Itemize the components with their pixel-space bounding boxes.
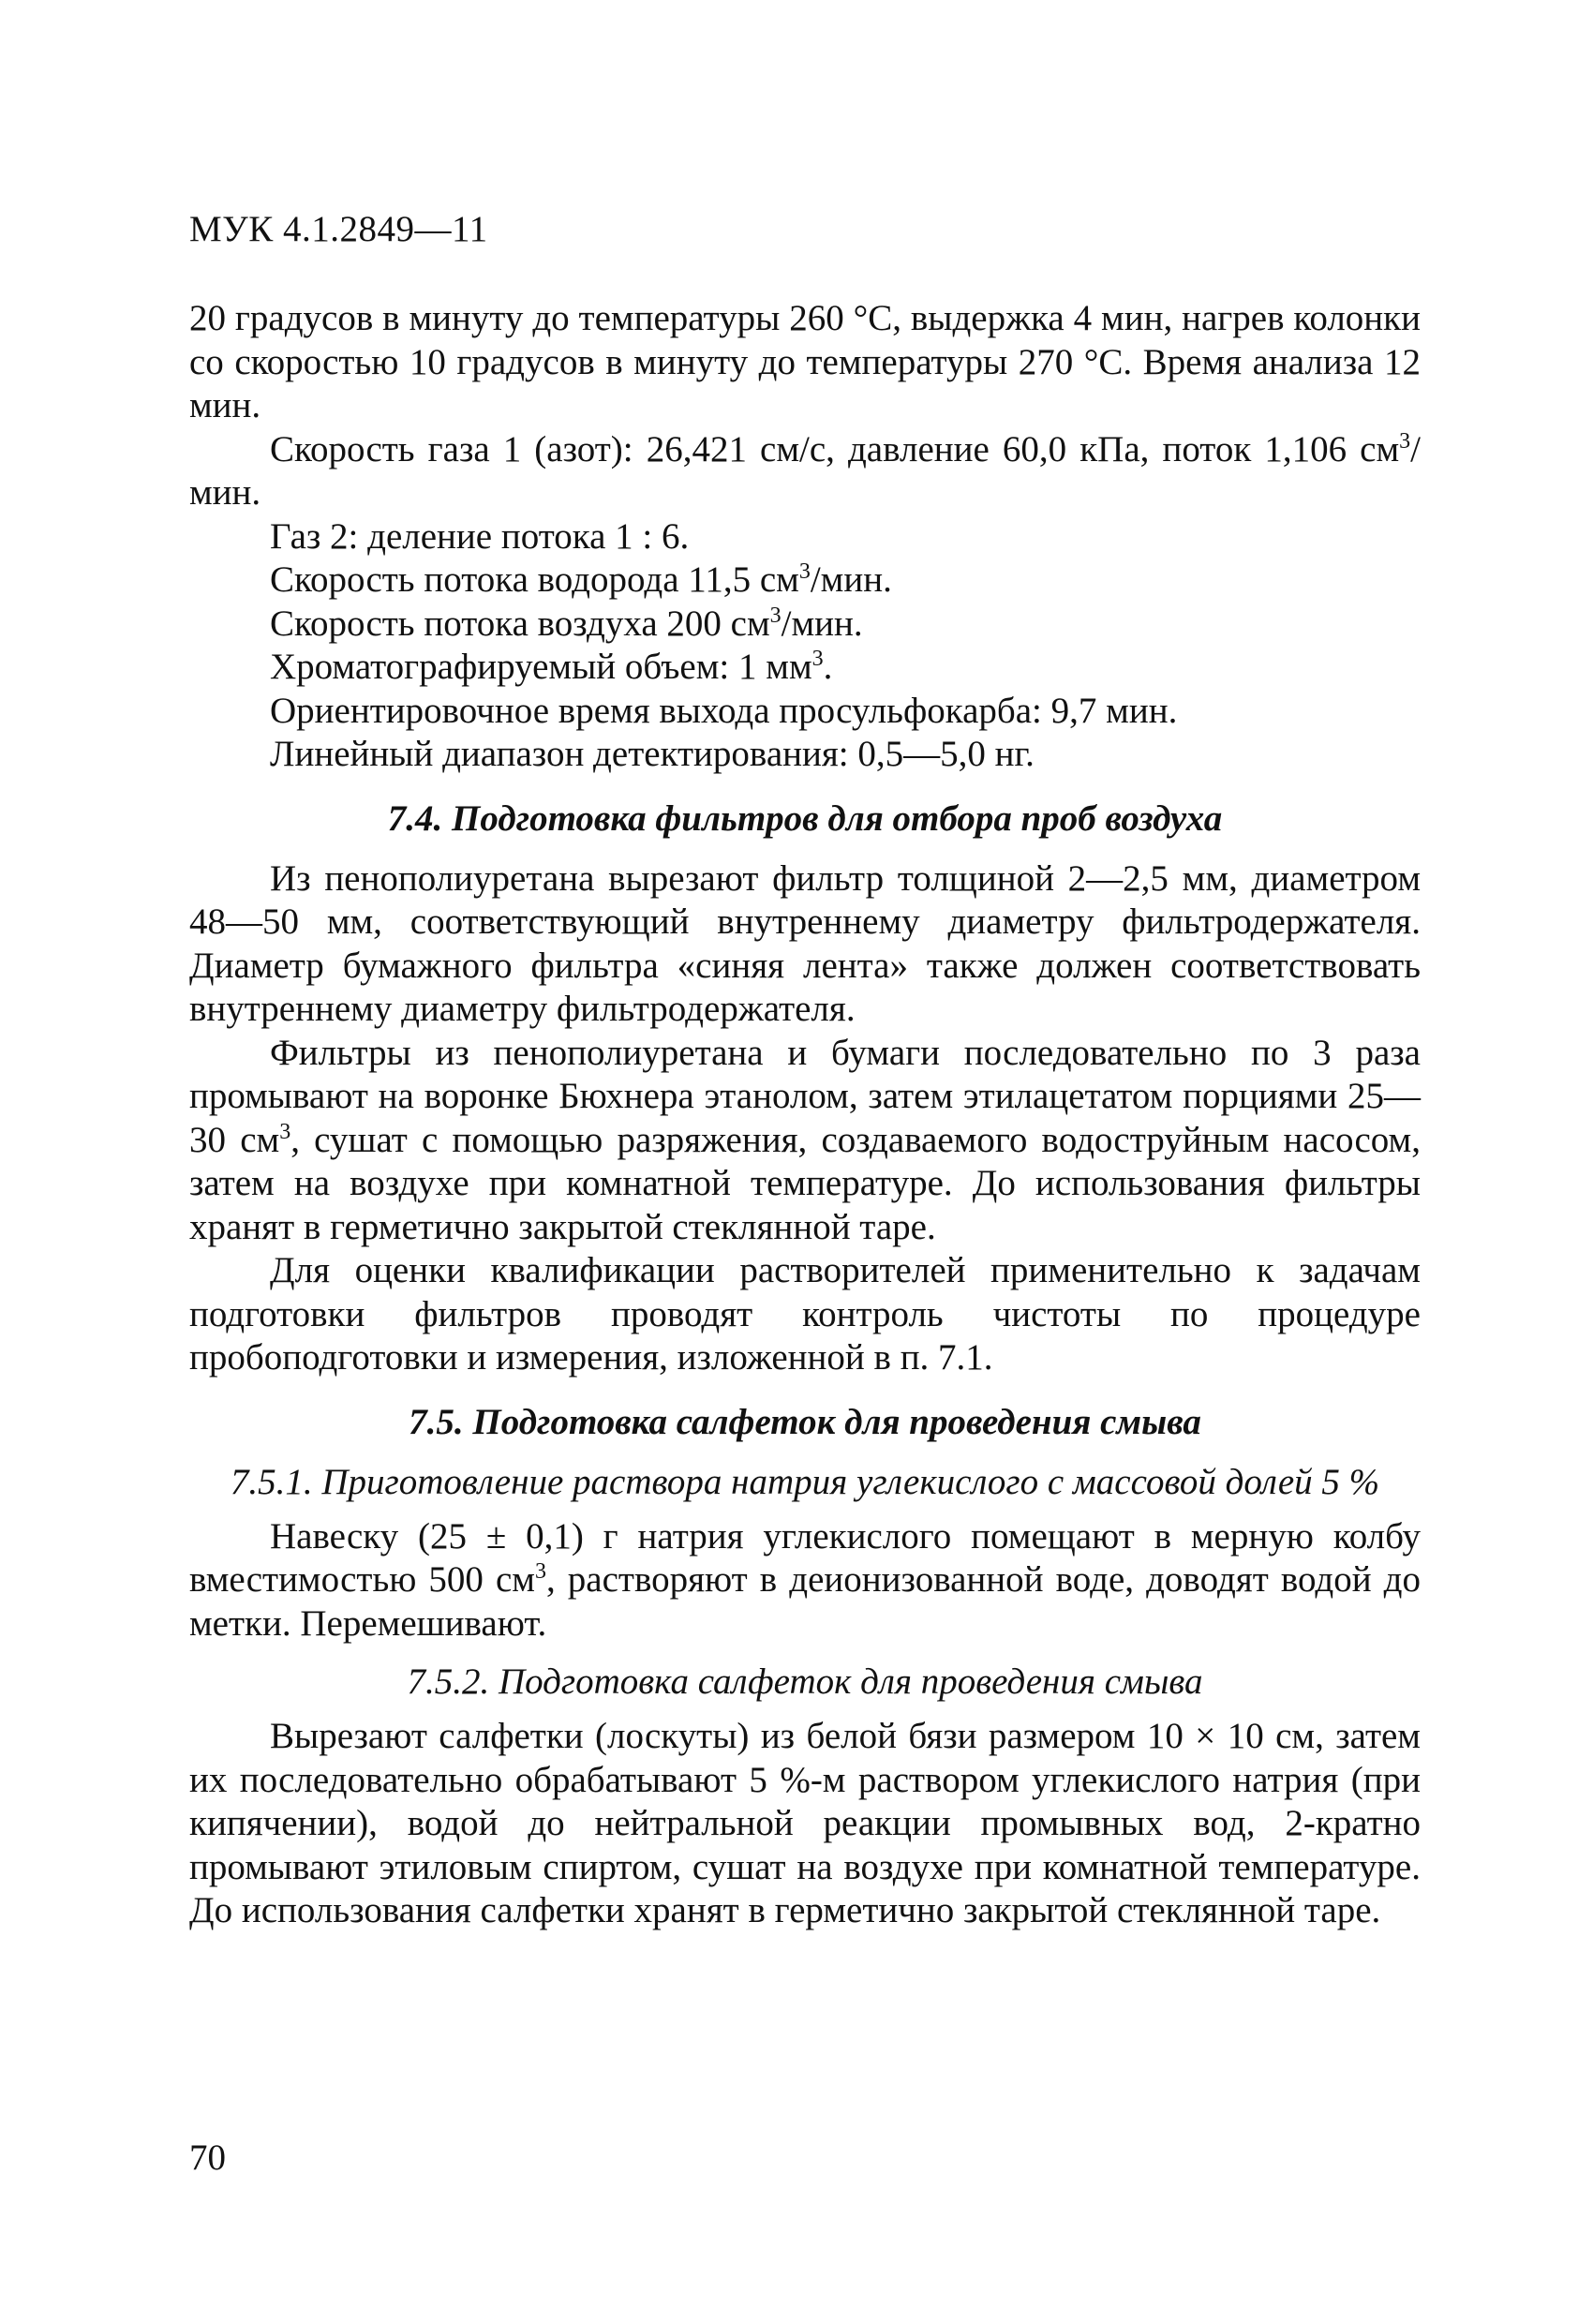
subsection-7-5-1-heading: 7.5.1. Приготовление раствора натрия углекислого с массовой долей 5 %	[230, 1461, 1380, 1502]
subsection-7-5-1-paragraph	[189, 1515, 1421, 1646]
gas1-text: Скорость газа 1 (азот): 26,421 см/с, давление 60,0 кПа, поток 1,106 см	[270, 428, 1400, 469]
hydrogen-text: Скорость потока водорода 11,5 см	[270, 559, 799, 600]
document-code: МУК 4.1.2849—11	[189, 209, 488, 249]
superscript: 3	[811, 647, 824, 671]
param-hydrogen	[270, 559, 1421, 603]
param-volume	[270, 646, 1421, 690]
air-tail: /мин.	[781, 603, 863, 644]
sub1-end: , растворяют в деионизованной воде, доводят водой до метки. Перемешивают.	[189, 1559, 1421, 1644]
superscript: 3	[279, 1119, 291, 1144]
subsection-7-5-2-heading: 7.5.2. Подготовка салфеток для проведения смыва	[407, 1661, 1203, 1702]
subsection-7-5-2-paragraph: Вырезают салфетки (лоскуты) из белой бязи размером 10 × 10 см, затем их последовательно обрабатывают 5 %-м раствором углекислого натрия (при кипячении), водой до нейтральной реакции промывных вод, 2-кратно промывают этиловым спиртом, сушат на воздухе при комнатной температуре. До использования салфетки хранят в герметично закрытой стеклянной таре.	[189, 1716, 1421, 1930]
air-text: Скорость потока воздуха 200 см	[270, 603, 770, 644]
section-7-4-paragraph-2	[189, 1032, 1421, 1250]
section-7-5-heading: 7.5. Подготовка салфеток для проведения смыва	[409, 1401, 1201, 1442]
sub1-start: Навеску (25 ± 0,1) г натрия углекислого помещают в мерную колбу вместимостью 500 см	[189, 1515, 1421, 1600]
superscript: 3	[534, 1559, 546, 1584]
param-retention: Ориентировочное время выхода просульфокарба: 9,7 мин.	[270, 690, 1178, 731]
gas1-tail: /мин.	[189, 428, 1421, 513]
param-gas2: Газ 2: деление потока 1 : 6.	[270, 515, 690, 557]
superscript: 3	[798, 559, 811, 584]
parameter-list	[189, 515, 1421, 777]
paragraph-continuation: 20 градусов в минуту до температуры 260 °С, выдержка 4 мин, нагрев колонки со скоростью 10 градусов в минуту до температуры 270 °С. Время анализа 12 мин.	[189, 298, 1421, 425]
volume-tail: .	[823, 647, 833, 687]
paragraph-gas1	[189, 428, 1421, 515]
p2-end: , сушат с помощью разряжения, создаваемого водоструйным насосом, затем на воздухе при комнатной температуре. До использования фильтры хранят в герметично закрытой стеклянной таре.	[189, 1119, 1421, 1247]
hydrogen-tail: /мин.	[810, 559, 892, 600]
superscript: 3	[769, 603, 782, 628]
param-air	[270, 603, 1421, 647]
section-7-4-heading: 7.4. Подготовка фильтров для отбора проб воздуха	[387, 797, 1223, 839]
superscript: 3	[1399, 428, 1411, 454]
p2-start: Фильтры из пенополиуретана и бумаги последовательно по 3 раза промывают на воронке Бюхнера этанолом, затем этилацетатом порциями 25—30 см	[189, 1032, 1421, 1160]
page-number: 70	[189, 2138, 226, 2178]
param-linear-range: Линейный диапазон детектирования: 0,5—5,0 нг.	[270, 734, 1035, 774]
page-body	[189, 297, 1421, 1933]
section-7-4-paragraph-1: Из пенополиуретана вырезают фильтр толщиной 2—2,5 мм, диаметром 48—50 мм, соответствующий внутреннему диаметру фильтродержателя. Диаметр бумажного фильтра «синяя лента» также должен соответствовать внутреннему диаметру фильтродержателя.	[189, 857, 1421, 1029]
volume-text: Хроматографируемый объем: 1 мм	[270, 647, 812, 687]
section-7-4-paragraph-3: Для оценки квалификации растворителей применительно к задачам подготовки фильтров проводят контроль чистоты по процедуре пробоподготовки и измерения, изложенной в п. 7.1.	[189, 1250, 1421, 1378]
